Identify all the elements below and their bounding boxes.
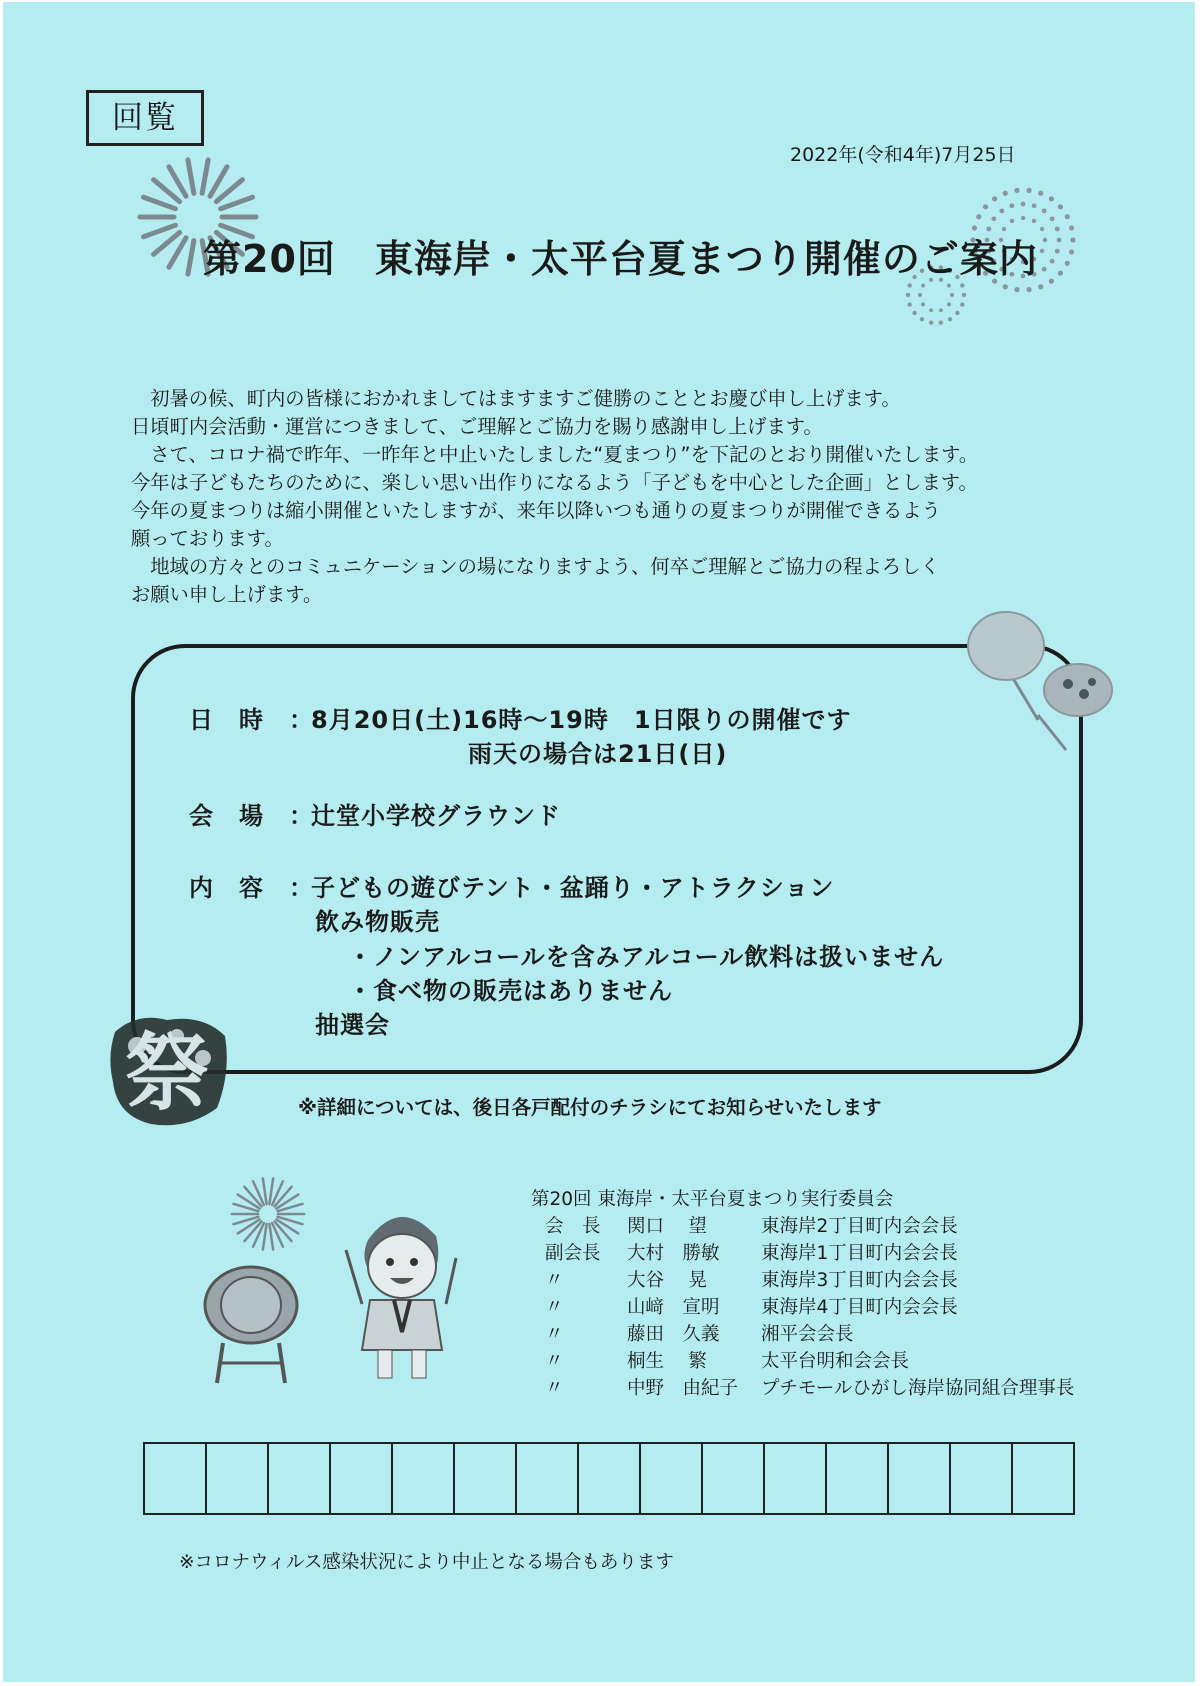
circular-notice-sheet xyxy=(3,2,1195,1682)
member-org: 東海岸4丁目町内会会長 xyxy=(761,1297,958,1318)
member-role: 〃 xyxy=(545,1270,564,1291)
content-item: ・食べ物の販売はありません xyxy=(348,977,673,1005)
stamp-cell[interactable] xyxy=(889,1444,951,1513)
member-name: 大村 勝敏 xyxy=(627,1243,720,1264)
intro-line: お願い申し上げます。 xyxy=(131,583,323,606)
member-role: 会 長 xyxy=(545,1216,601,1237)
member-org: プチモールひがし海岸協同組合理事長 xyxy=(761,1378,1075,1399)
stamp-cell[interactable] xyxy=(393,1444,455,1513)
organizing-committee xyxy=(531,1186,1075,1402)
confirmation-stamp-grid xyxy=(143,1442,1075,1515)
committee-member-row xyxy=(531,1240,958,1267)
stamp-cell[interactable] xyxy=(641,1444,703,1513)
uchiwa-fan-icon xyxy=(968,610,1108,750)
member-org: 湘平会会長 xyxy=(761,1324,854,1345)
member-name: 中野 由紀子 xyxy=(627,1378,739,1399)
firework-icon xyxy=(218,1174,318,1254)
committee-heading: 第20回 東海岸・太平台夏まつり実行委員会 xyxy=(531,1189,894,1210)
intro-line: 日頃町内会活動・運営につきまして、ご理解とご協力を賜り感謝申し上げます。 xyxy=(131,415,823,438)
member-name: 関口 望 xyxy=(627,1216,707,1237)
rain-date-note: 雨天の場合は21日(日) xyxy=(468,740,728,768)
member-org: 東海岸2丁目町内会会長 xyxy=(761,1216,958,1237)
member-name: 大谷 晃 xyxy=(627,1270,707,1291)
member-role: 〃 xyxy=(545,1378,564,1399)
committee-member-row xyxy=(531,1348,910,1375)
page-title: 第20回 東海岸・太平台夏まつり開催のご案内 xyxy=(203,237,1038,281)
intro-line: 初暑の候、町内の皆様におかれましてはますますご健勝のこととお慶び申し上げます。 xyxy=(131,387,901,410)
stamp-cell[interactable] xyxy=(579,1444,641,1513)
member-org: 東海岸1丁目町内会会長 xyxy=(761,1243,958,1264)
intro-line: 今年の夏まつりは縮小開催といたしますが、来年以降いつも通りの夏まつりが開催できるよう xyxy=(131,499,941,522)
datetime-value: 8月20日(土)16時～19時 1日限りの開催です xyxy=(311,706,852,734)
stamp-cell[interactable] xyxy=(1013,1444,1073,1513)
content-item: ・ノンアルコールを含みアルコール飲料は扱いません xyxy=(348,943,945,971)
member-role: 〃 xyxy=(545,1351,564,1372)
intro-line: さて、コロナ禍で昨年、一昨年と中止いたしました“夏まつり”を下記のとおり開催いたします。 xyxy=(131,443,979,466)
content-item: 飲み物販売 xyxy=(315,908,440,936)
stamp-cell[interactable] xyxy=(455,1444,517,1513)
stamp-cell[interactable] xyxy=(765,1444,827,1513)
festival-boy-icon xyxy=(338,1200,468,1390)
member-name: 藤田 久義 xyxy=(627,1324,720,1345)
stamp-cell[interactable] xyxy=(517,1444,579,1513)
content-item: 子どもの遊びテント・盆踊り・アトラクション xyxy=(311,874,835,902)
intro-paragraph xyxy=(131,385,978,609)
datetime-label: 日 時 ： xyxy=(189,706,314,734)
stamp-cell[interactable] xyxy=(207,1444,269,1513)
member-org: 東海岸3丁目町内会会長 xyxy=(761,1270,958,1291)
venue-label: 会 場 ： xyxy=(189,802,314,830)
member-role: 〃 xyxy=(545,1297,564,1318)
intro-line: 願っております。 xyxy=(131,527,284,550)
content-item: 抽選会 xyxy=(315,1011,390,1039)
member-org: 太平台明和会会長 xyxy=(761,1351,910,1372)
venue-value: 辻堂小学校グラウンド xyxy=(311,802,561,830)
stamp-cell[interactable] xyxy=(145,1444,207,1513)
member-name: 桐生 繁 xyxy=(627,1351,707,1372)
committee-member-row xyxy=(531,1375,1075,1402)
intro-line: 地域の方々とのコミュニケーションの場になりますよう、何卒ご理解とご協力の程よろしく xyxy=(131,555,940,578)
member-role: 副会長 xyxy=(545,1243,601,1264)
issue-date: 2022年(令和4年)7月25日 xyxy=(790,144,1016,166)
member-role: 〃 xyxy=(545,1324,564,1345)
content-label: 内 容 ： xyxy=(189,874,314,902)
stamp-cell[interactable] xyxy=(703,1444,765,1513)
committee-member-row xyxy=(531,1213,958,1240)
matsuri-kanji-icon xyxy=(107,1012,231,1130)
footer-note: ※コロナウィルス感染状況により中止となる場合もあります xyxy=(179,1552,674,1573)
intro-line: 今年は子どもたちのために、楽しい思い出作りになるよう「子どもを中心とした企画」とします。 xyxy=(131,471,978,494)
stamp-cell[interactable] xyxy=(269,1444,331,1513)
member-name: 山﨑 宣明 xyxy=(627,1297,720,1318)
stamp-cell[interactable] xyxy=(827,1444,889,1513)
circulation-stamp: 回覧 xyxy=(86,90,204,146)
committee-member-row xyxy=(531,1294,958,1321)
taiko-drum-icon xyxy=(199,1257,309,1387)
stamp-cell[interactable] xyxy=(951,1444,1013,1513)
committee-member-row xyxy=(531,1267,958,1294)
committee-member-row xyxy=(531,1321,893,1348)
details-note: ※詳細については、後日各戸配付のチラシにてお知らせいたします xyxy=(298,1096,882,1119)
matsuri-kanji: 祭 xyxy=(125,1024,210,1122)
stamp-cell[interactable] xyxy=(331,1444,393,1513)
